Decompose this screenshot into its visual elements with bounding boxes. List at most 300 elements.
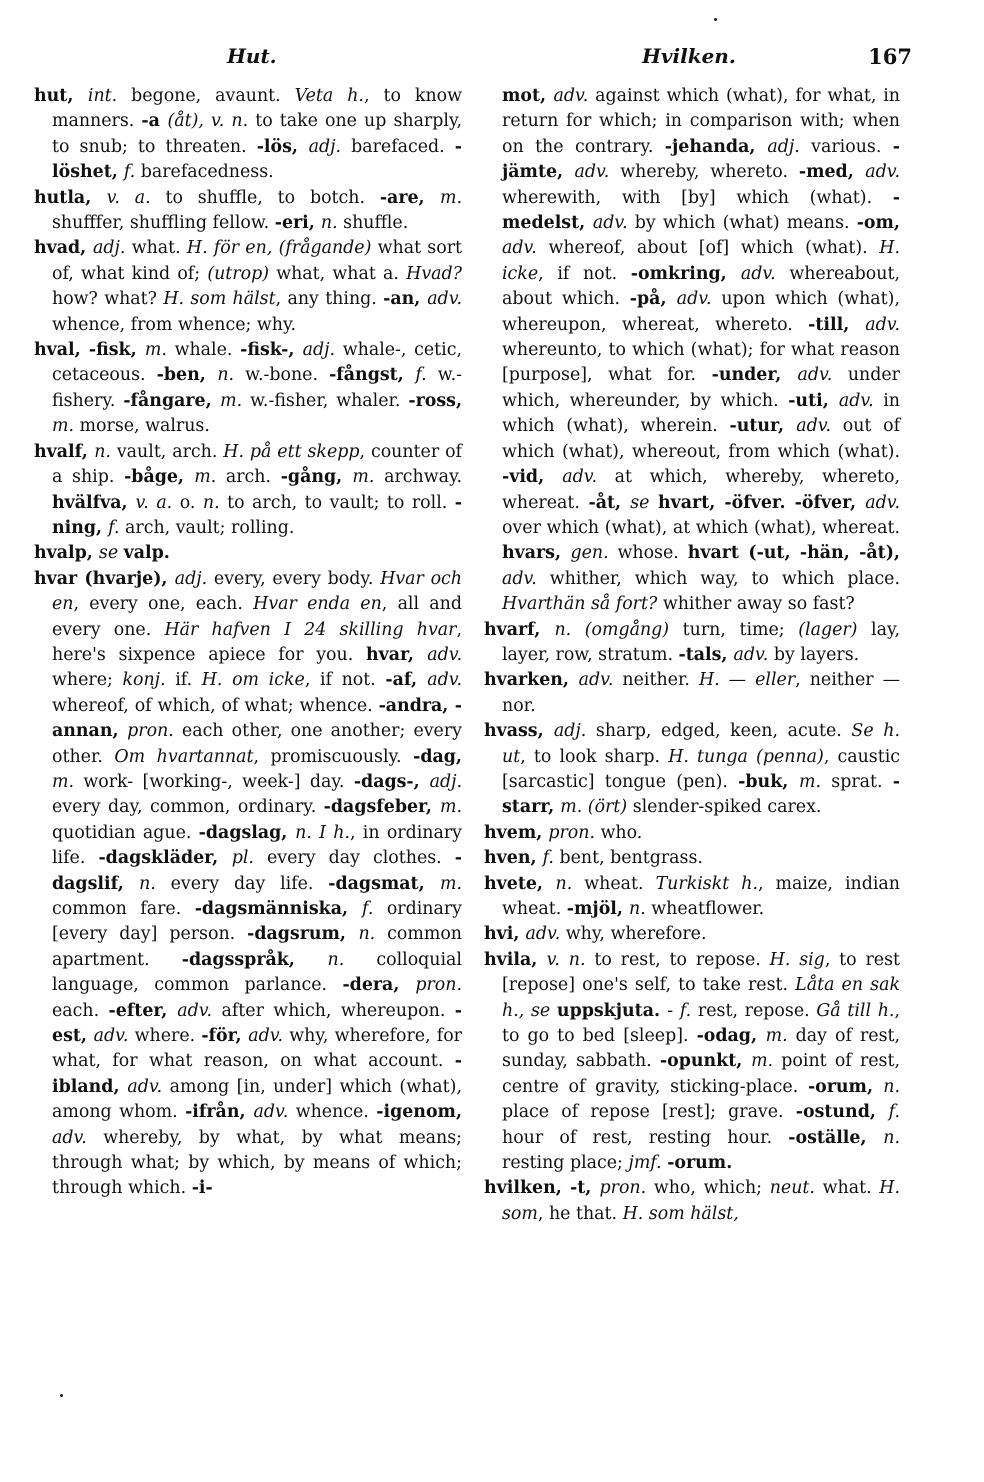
headword: hvad, bbox=[34, 238, 94, 259]
grammar-label: adv. bbox=[502, 238, 549, 259]
definition-text: whereby, whereto. bbox=[620, 162, 799, 183]
headword: -båge, bbox=[124, 467, 195, 488]
definition-text: whereby, by what, by what means; through what; by which, by means of which; through which. bbox=[52, 1127, 462, 1199]
definition-text: , to know manners. bbox=[52, 86, 463, 132]
definition-text: bent, bentgrass. bbox=[559, 848, 703, 869]
grammar-label: adv. bbox=[253, 1102, 296, 1123]
definition-text: , counter of a ship. bbox=[52, 441, 462, 488]
grammar-label: m. bbox=[799, 771, 832, 792]
headword: hut, bbox=[34, 86, 88, 106]
grammar-label: v. a. bbox=[106, 187, 166, 208]
definition-text: day of rest, sunday, sabbath. bbox=[502, 1026, 901, 1072]
definition-text: whereof, of which, of what; whence. bbox=[52, 695, 379, 716]
headword: -fisk-, bbox=[240, 340, 303, 361]
headword: -mjöl, bbox=[566, 899, 630, 919]
grammar-label: Turkiskt h. bbox=[655, 873, 758, 894]
definition-text: point of rest, centre of gravity, sticking-place. bbox=[502, 1051, 900, 1097]
definition-text: whereof, about [of] which (what). bbox=[548, 238, 880, 259]
grammar-label: adv. bbox=[578, 670, 623, 691]
headword: mot, bbox=[502, 86, 554, 106]
grammar-label: m. bbox=[144, 340, 175, 361]
grammar-label: adv. bbox=[248, 1026, 290, 1047]
definition-text: , caustic [sarcastic] tongue (pen). bbox=[502, 746, 900, 792]
headword: -est, bbox=[52, 1000, 462, 1047]
grammar-label: int. bbox=[87, 86, 132, 106]
headword: hvar (hvarje), bbox=[34, 568, 175, 589]
headword: -dagsmat, bbox=[328, 873, 440, 894]
grammar-label: adv. bbox=[676, 289, 722, 310]
grammar-label: (lager) bbox=[798, 619, 872, 640]
grammar-label: gen. bbox=[570, 543, 618, 564]
definition-text: , to look sharp. bbox=[520, 746, 669, 767]
headword: -lös, bbox=[256, 136, 309, 157]
dictionary-entry bbox=[484, 922, 900, 947]
definition-text: every day clothes. bbox=[267, 848, 455, 869]
grammar-label: adj. bbox=[767, 136, 812, 157]
definition-text: common apartment. bbox=[52, 924, 462, 970]
definition-text: wherewith, with [by] which (what). bbox=[502, 187, 893, 208]
headword: hvart, -öfver. bbox=[658, 492, 795, 513]
definition-text: morse, walrus. bbox=[79, 416, 210, 437]
definition-text: turn, time; bbox=[682, 619, 799, 640]
grammar-label: v. n. bbox=[546, 949, 595, 970]
definition-text: - bbox=[667, 1000, 680, 1021]
grammar-label: Veta h. bbox=[294, 86, 364, 106]
headword: -fångst, bbox=[329, 365, 416, 386]
definition-text: if. bbox=[175, 670, 202, 691]
definition-text: out of which (what), whereout, from which (what). bbox=[502, 416, 900, 462]
grammar-label: adv. bbox=[838, 390, 884, 411]
definition-text: neither. bbox=[622, 670, 699, 691]
headword: -andra, -annan, bbox=[52, 695, 462, 742]
headword: hvart (-ut, -hän, -åt), bbox=[687, 543, 900, 564]
definition-text: to rest, to repose. bbox=[594, 949, 770, 970]
definition-text: , he that. bbox=[537, 1203, 623, 1224]
definition-text: ordinary [every day] person. bbox=[52, 899, 462, 945]
grammar-label: se bbox=[630, 492, 659, 513]
definition-text: sprat. bbox=[831, 771, 893, 792]
headword: hval, -fisk, bbox=[34, 340, 145, 361]
headword: -ibland, bbox=[52, 1051, 462, 1097]
definition-text: , any thing. bbox=[275, 289, 384, 310]
definition-text: place of repose [rest]; grave. bbox=[502, 1102, 796, 1123]
headword: -omkring, bbox=[630, 263, 741, 284]
grammar-label: adj. bbox=[553, 721, 596, 742]
definition-text: to arch, to vault; to roll. bbox=[227, 492, 455, 513]
definition-text: what, what a. bbox=[276, 263, 407, 284]
definition-text: colloquial language, common parlance. bbox=[52, 949, 462, 996]
headword: -dagsmänniska, bbox=[194, 899, 363, 919]
definition-text: , to rest [repose] one's self, to take rest. bbox=[502, 949, 901, 996]
headword: -om, bbox=[856, 213, 900, 234]
headword: -ben, bbox=[156, 365, 218, 386]
headword: hvar, bbox=[365, 644, 428, 665]
grammar-label: Se h. ut bbox=[502, 721, 900, 767]
headword: -dagsrum, bbox=[247, 924, 359, 945]
definition-text: archway. bbox=[384, 467, 463, 488]
grammar-label: adv. bbox=[93, 1026, 135, 1047]
definition-text: slender-spiked carex. bbox=[632, 797, 822, 818]
dictionary-entry bbox=[484, 872, 900, 923]
headword: -are, bbox=[379, 187, 440, 208]
dictionary-entry bbox=[484, 668, 900, 719]
grammar-label: Hvar och en bbox=[52, 568, 462, 615]
definition-text: arch, vault; rolling. bbox=[125, 517, 295, 538]
page-number: 167 bbox=[868, 44, 912, 69]
headword: -ifrån, bbox=[185, 1102, 254, 1123]
headword: hvass, bbox=[484, 721, 554, 742]
grammar-label: n. I h. bbox=[295, 822, 351, 843]
grammar-label: m. bbox=[220, 390, 251, 411]
definition-text: resting place; bbox=[502, 1153, 629, 1174]
headword: hvilken, -t, bbox=[484, 1178, 600, 1199]
definition-text: where; bbox=[52, 670, 123, 691]
headword: uppskjuta. bbox=[556, 1000, 668, 1021]
definition-text: whale-, cetic, cetaceous. bbox=[52, 340, 463, 386]
grammar-label: f. bbox=[415, 365, 438, 386]
grammar-label: adv. bbox=[865, 162, 900, 183]
dictionary-entry bbox=[34, 236, 462, 338]
grammar-label: m. bbox=[194, 467, 226, 488]
grammar-label: Gå till h. bbox=[816, 1000, 895, 1021]
grammar-label: H. icke bbox=[502, 238, 900, 284]
grammar-label: f. bbox=[542, 848, 560, 869]
grammar-label: adv. bbox=[592, 213, 635, 234]
grammar-label: m. bbox=[439, 187, 462, 208]
headword: -ross, bbox=[408, 390, 463, 411]
grammar-label: adv. bbox=[553, 86, 596, 106]
grammar-label: m. bbox=[439, 797, 462, 818]
grammar-label: (utrop) bbox=[207, 263, 277, 284]
definition-text: what sort of, what kind of; bbox=[52, 238, 463, 284]
headword: -gång, bbox=[280, 467, 353, 488]
grammar-label: n. bbox=[629, 899, 652, 919]
headword: -dags-, bbox=[353, 771, 430, 792]
grammar-label: adv. bbox=[127, 1076, 170, 1097]
definition-text: every day, common, ordinary. bbox=[52, 797, 324, 818]
definition-text: vault, arch. bbox=[116, 441, 224, 462]
definition-text: at which, whereby, whereto, whereat. bbox=[502, 467, 900, 513]
definition-text: under which, whereunder, by which. bbox=[502, 365, 900, 411]
definition-text: , if not. bbox=[304, 670, 386, 691]
grammar-label: Låta en sak h., se bbox=[502, 975, 900, 1021]
grammar-label: H. som hälst bbox=[163, 289, 276, 310]
definition-text: w.-bone. bbox=[245, 365, 330, 386]
grammar-label: m. (ört) bbox=[560, 797, 633, 818]
headword: -vid, bbox=[502, 467, 563, 488]
print-speck bbox=[714, 18, 717, 21]
grammar-label: H. på ett skepp bbox=[223, 441, 360, 462]
grammar-label: pron. bbox=[415, 975, 462, 996]
definition-text: why, wherefore, for what, for what reason, on what account. bbox=[52, 1026, 462, 1072]
dictionary-entry-continued bbox=[484, 84, 900, 618]
headword: -an, bbox=[383, 289, 428, 310]
headword: -orum, bbox=[807, 1076, 884, 1097]
grammar-label: (åt), v. n. bbox=[167, 111, 256, 132]
definition-text: sharp, edged, keen, acute. bbox=[595, 721, 852, 742]
headword: -orum. bbox=[667, 1153, 733, 1174]
grammar-label: n. (omgång) bbox=[554, 619, 683, 640]
headword: -eri, bbox=[274, 213, 321, 234]
definition-text: each. bbox=[52, 1000, 109, 1021]
definition-text: who, which; bbox=[653, 1178, 770, 1199]
right-column bbox=[484, 84, 900, 1227]
dictionary-entry bbox=[484, 846, 900, 871]
headword: -medelst, bbox=[502, 187, 900, 234]
headword: -dagslif, bbox=[52, 848, 462, 894]
headword: hvete, bbox=[484, 873, 556, 894]
definition-text: every, every body. bbox=[213, 568, 381, 589]
headword: -ostund, bbox=[795, 1102, 889, 1123]
definition-text: various. bbox=[811, 136, 893, 157]
grammar-label: adv. bbox=[797, 365, 848, 386]
headword: -buk, bbox=[738, 771, 800, 792]
headword: -löshet, bbox=[52, 136, 462, 183]
definition-text: who. bbox=[600, 822, 643, 843]
headword: valp. bbox=[123, 543, 170, 564]
headword: hutla, bbox=[34, 187, 107, 208]
headword: -dag, bbox=[413, 746, 462, 767]
grammar-label: m. bbox=[352, 467, 385, 488]
grammar-label: H. tunga (penna) bbox=[668, 746, 824, 767]
dictionary-entry bbox=[34, 84, 462, 186]
grammar-label: m. bbox=[52, 416, 80, 437]
headword: hven, bbox=[484, 848, 543, 869]
definition-text: wheatflower. bbox=[651, 899, 765, 919]
definition-text: whereabout, about which. bbox=[502, 263, 900, 310]
definition-text: what. bbox=[822, 1178, 880, 1199]
dictionary-entry bbox=[34, 567, 462, 1202]
grammar-label: Här hafven I 24 skilling hvar bbox=[164, 619, 457, 640]
grammar-label: neut. bbox=[769, 1178, 823, 1199]
headword: -ning, bbox=[52, 492, 462, 538]
headword: -dagsfeber, bbox=[323, 797, 440, 818]
dictionary-entry bbox=[484, 1176, 900, 1227]
grammar-label: Hvar enda en bbox=[253, 594, 382, 615]
grammar-label: adj. bbox=[174, 568, 214, 589]
headword: -oställe, bbox=[788, 1127, 884, 1148]
definition-text: whither away so fast? bbox=[662, 594, 855, 615]
definition-text: arch. bbox=[225, 467, 281, 488]
grammar-label: adv. bbox=[733, 644, 774, 665]
grammar-label: f. bbox=[888, 1102, 900, 1123]
definition-text: rest, repose. bbox=[697, 1000, 817, 1021]
headword: -utur, bbox=[729, 416, 797, 437]
headword: hvälfva, bbox=[52, 492, 136, 513]
definition-text: , promiscuously. bbox=[253, 746, 414, 767]
headword: hvem, bbox=[484, 822, 549, 843]
headword: -a bbox=[141, 111, 168, 132]
definition-text: whale. bbox=[174, 340, 241, 361]
definition-text: to shuffle, to botch. bbox=[165, 187, 380, 208]
headword: -öfver, bbox=[794, 492, 866, 513]
dictionary-entry bbox=[484, 618, 900, 669]
headword: hvarf, bbox=[484, 619, 555, 640]
definition-text: begone, avaunt. bbox=[131, 86, 295, 106]
headword: -till, bbox=[808, 314, 866, 335]
definition-text: whither, which way, to which place. bbox=[549, 568, 901, 589]
grammar-label: adv. bbox=[427, 670, 462, 691]
definition-text: what. bbox=[131, 238, 187, 259]
headword: hvars, bbox=[502, 543, 571, 564]
headword: -efter, bbox=[108, 1000, 178, 1021]
headword: -åt, bbox=[588, 492, 631, 513]
dictionary-entry bbox=[484, 719, 900, 821]
definition-text: barefacedness. bbox=[140, 162, 274, 183]
definition-text: w.-fisher, whaler. bbox=[250, 390, 409, 411]
headword: -på, bbox=[629, 289, 677, 310]
grammar-label: adv. bbox=[865, 314, 900, 335]
grammar-label: f. bbox=[108, 517, 126, 538]
grammar-label: adv. bbox=[177, 1000, 222, 1021]
right-guide-word: Hvilken. bbox=[642, 44, 736, 68]
headword: hvalf, bbox=[34, 441, 95, 462]
grammar-label: v. a. bbox=[135, 492, 180, 513]
headword: -för, bbox=[201, 1026, 249, 1047]
print-speck bbox=[60, 1394, 63, 1397]
dictionary-entry bbox=[34, 440, 462, 542]
definition-text: how? what? bbox=[52, 289, 164, 310]
definition-text: whereunto, to which (what); for what reason [purpose], what for. bbox=[502, 340, 900, 386]
definition-text: whose. bbox=[617, 543, 688, 564]
grammar-label: H. sig bbox=[769, 949, 825, 970]
dictionary-entry bbox=[484, 821, 900, 846]
grammar-label: adv. bbox=[796, 416, 843, 437]
grammar-label: adj. bbox=[302, 340, 343, 361]
dictionary-entry bbox=[484, 948, 900, 1177]
grammar-label: n. bbox=[327, 949, 377, 970]
headword: -med, bbox=[798, 162, 866, 183]
grammar-label: adv. bbox=[525, 924, 566, 945]
left-column bbox=[34, 84, 462, 1202]
headword: -i- bbox=[191, 1178, 213, 1199]
grammar-label: adv. bbox=[52, 1127, 104, 1148]
grammar-label: adv. bbox=[865, 492, 901, 513]
definition-text: wheat. bbox=[584, 873, 656, 894]
definition-text: common fare. bbox=[52, 899, 195, 919]
grammar-label: pron. bbox=[599, 1178, 654, 1199]
headword: hvarken, bbox=[484, 670, 579, 691]
headword: -dagslag, bbox=[198, 822, 296, 843]
definition-text: quotidian ague. bbox=[52, 822, 199, 843]
grammar-label: m. bbox=[439, 873, 462, 894]
grammar-label: adv. bbox=[574, 162, 621, 183]
grammar-label: f. bbox=[123, 162, 141, 183]
definition-text: , to go to bed [sleep]. bbox=[502, 1000, 900, 1047]
headword: hvi, bbox=[484, 924, 526, 945]
headword: -odag, bbox=[696, 1026, 766, 1047]
grammar-label: konj. bbox=[122, 670, 176, 691]
grammar-label: adv. bbox=[740, 263, 790, 284]
left-guide-word: Hut. bbox=[227, 44, 277, 68]
headword: -tals, bbox=[678, 644, 734, 665]
definition-text: lay, layer, row, stratum. bbox=[502, 619, 901, 665]
definition-text: o. bbox=[179, 492, 203, 513]
grammar-label: H. som bbox=[502, 1178, 900, 1224]
grammar-label: jmf. bbox=[628, 1153, 668, 1174]
definition-text: to take one up sharply, to snub; to threaten. bbox=[52, 111, 462, 157]
headword: -fångare, bbox=[123, 390, 221, 411]
grammar-label: n. bbox=[555, 873, 585, 894]
dictionary-entry bbox=[34, 338, 462, 440]
definition-text: in which (what), wherein. bbox=[502, 390, 900, 437]
grammar-label: H. för en, (frågande) bbox=[186, 238, 378, 259]
grammar-label: H. — eller bbox=[698, 670, 796, 691]
headword: -dagskläder, bbox=[98, 848, 232, 869]
definition-text: , all and every one. bbox=[52, 594, 462, 640]
grammar-label: adj. bbox=[93, 238, 132, 259]
headword: -opunkt, bbox=[659, 1051, 752, 1072]
headword: hvalp, bbox=[34, 543, 99, 564]
grammar-label: adj. bbox=[308, 136, 352, 157]
definition-text: by which (what) means. bbox=[634, 213, 857, 234]
headword: -under, bbox=[711, 365, 798, 386]
headword: hvila, bbox=[484, 949, 547, 970]
grammar-label: Hvarthän så fort? bbox=[502, 594, 663, 615]
definition-text: work- [working-, week-] day. bbox=[83, 771, 354, 792]
grammar-label: n. bbox=[202, 492, 228, 513]
definition-text: upon which (what), whereupon, whereat, whereto. bbox=[502, 289, 900, 335]
headword: -starr, bbox=[502, 771, 900, 818]
definition-text: , here's sixpence apiece for you. bbox=[52, 619, 462, 665]
definition-text: every day life. bbox=[170, 873, 329, 894]
grammar-label: se bbox=[98, 543, 124, 564]
grammar-label: pl. bbox=[231, 848, 267, 869]
grammar-label: n. bbox=[358, 924, 388, 945]
grammar-label: n. bbox=[883, 1076, 900, 1097]
definition-text: whence. bbox=[295, 1102, 377, 1123]
definition-text: among [in, under] which (what), among whom. bbox=[52, 1076, 462, 1123]
dictionary-entry bbox=[34, 186, 462, 237]
definition-text: whence, from whence; why. bbox=[52, 314, 297, 335]
headword: -jehanda, bbox=[664, 136, 768, 157]
definition-text: w.-fishery. bbox=[52, 365, 462, 411]
grammar-label: m. bbox=[751, 1051, 782, 1072]
grammar-label: Hvad? bbox=[406, 263, 462, 284]
headword: -dagsspråk, bbox=[181, 949, 328, 970]
grammar-label: adj. bbox=[429, 771, 462, 792]
grammar-label: pron. bbox=[127, 721, 182, 742]
headword: -jämte, bbox=[502, 136, 900, 183]
grammar-label: adv. bbox=[502, 568, 550, 589]
definition-text: each other, one another; every other. bbox=[52, 721, 462, 767]
grammar-label: f. bbox=[362, 899, 387, 919]
definition-text: where. bbox=[134, 1026, 202, 1047]
definition-text: shuffle. bbox=[343, 213, 409, 234]
grammar-label: adv. bbox=[562, 467, 615, 488]
definition-text: , maize, indian wheat. bbox=[502, 873, 901, 919]
grammar-label: H. som hälst, bbox=[622, 1203, 739, 1224]
definition-text: , if not. bbox=[538, 263, 631, 284]
grammar-label: pron. bbox=[548, 822, 601, 843]
definition-text: against which (what), for what, in return for which; in comparison with; when on the contrary. bbox=[502, 86, 900, 157]
grammar-label: adv. bbox=[427, 644, 462, 665]
definition-text: by layers. bbox=[773, 644, 860, 665]
definition-text: barefaced. bbox=[351, 136, 455, 157]
grammar-label: m. bbox=[52, 771, 84, 792]
running-header bbox=[32, 44, 912, 76]
headword: -af, bbox=[385, 670, 428, 691]
definition-text: , neither — nor. bbox=[502, 670, 900, 716]
headword: -dera, bbox=[342, 975, 416, 996]
dictionary-entry bbox=[34, 541, 462, 566]
grammar-label: f. bbox=[679, 1000, 698, 1021]
headword: -igenom, bbox=[376, 1102, 462, 1123]
definition-text: after which, whereupon. bbox=[221, 1000, 455, 1021]
grammar-label: n. bbox=[320, 213, 344, 234]
definition-text: hour of rest, resting hour. bbox=[502, 1127, 789, 1148]
definition-text: over which (what), at which (what), whereat. bbox=[502, 517, 900, 538]
